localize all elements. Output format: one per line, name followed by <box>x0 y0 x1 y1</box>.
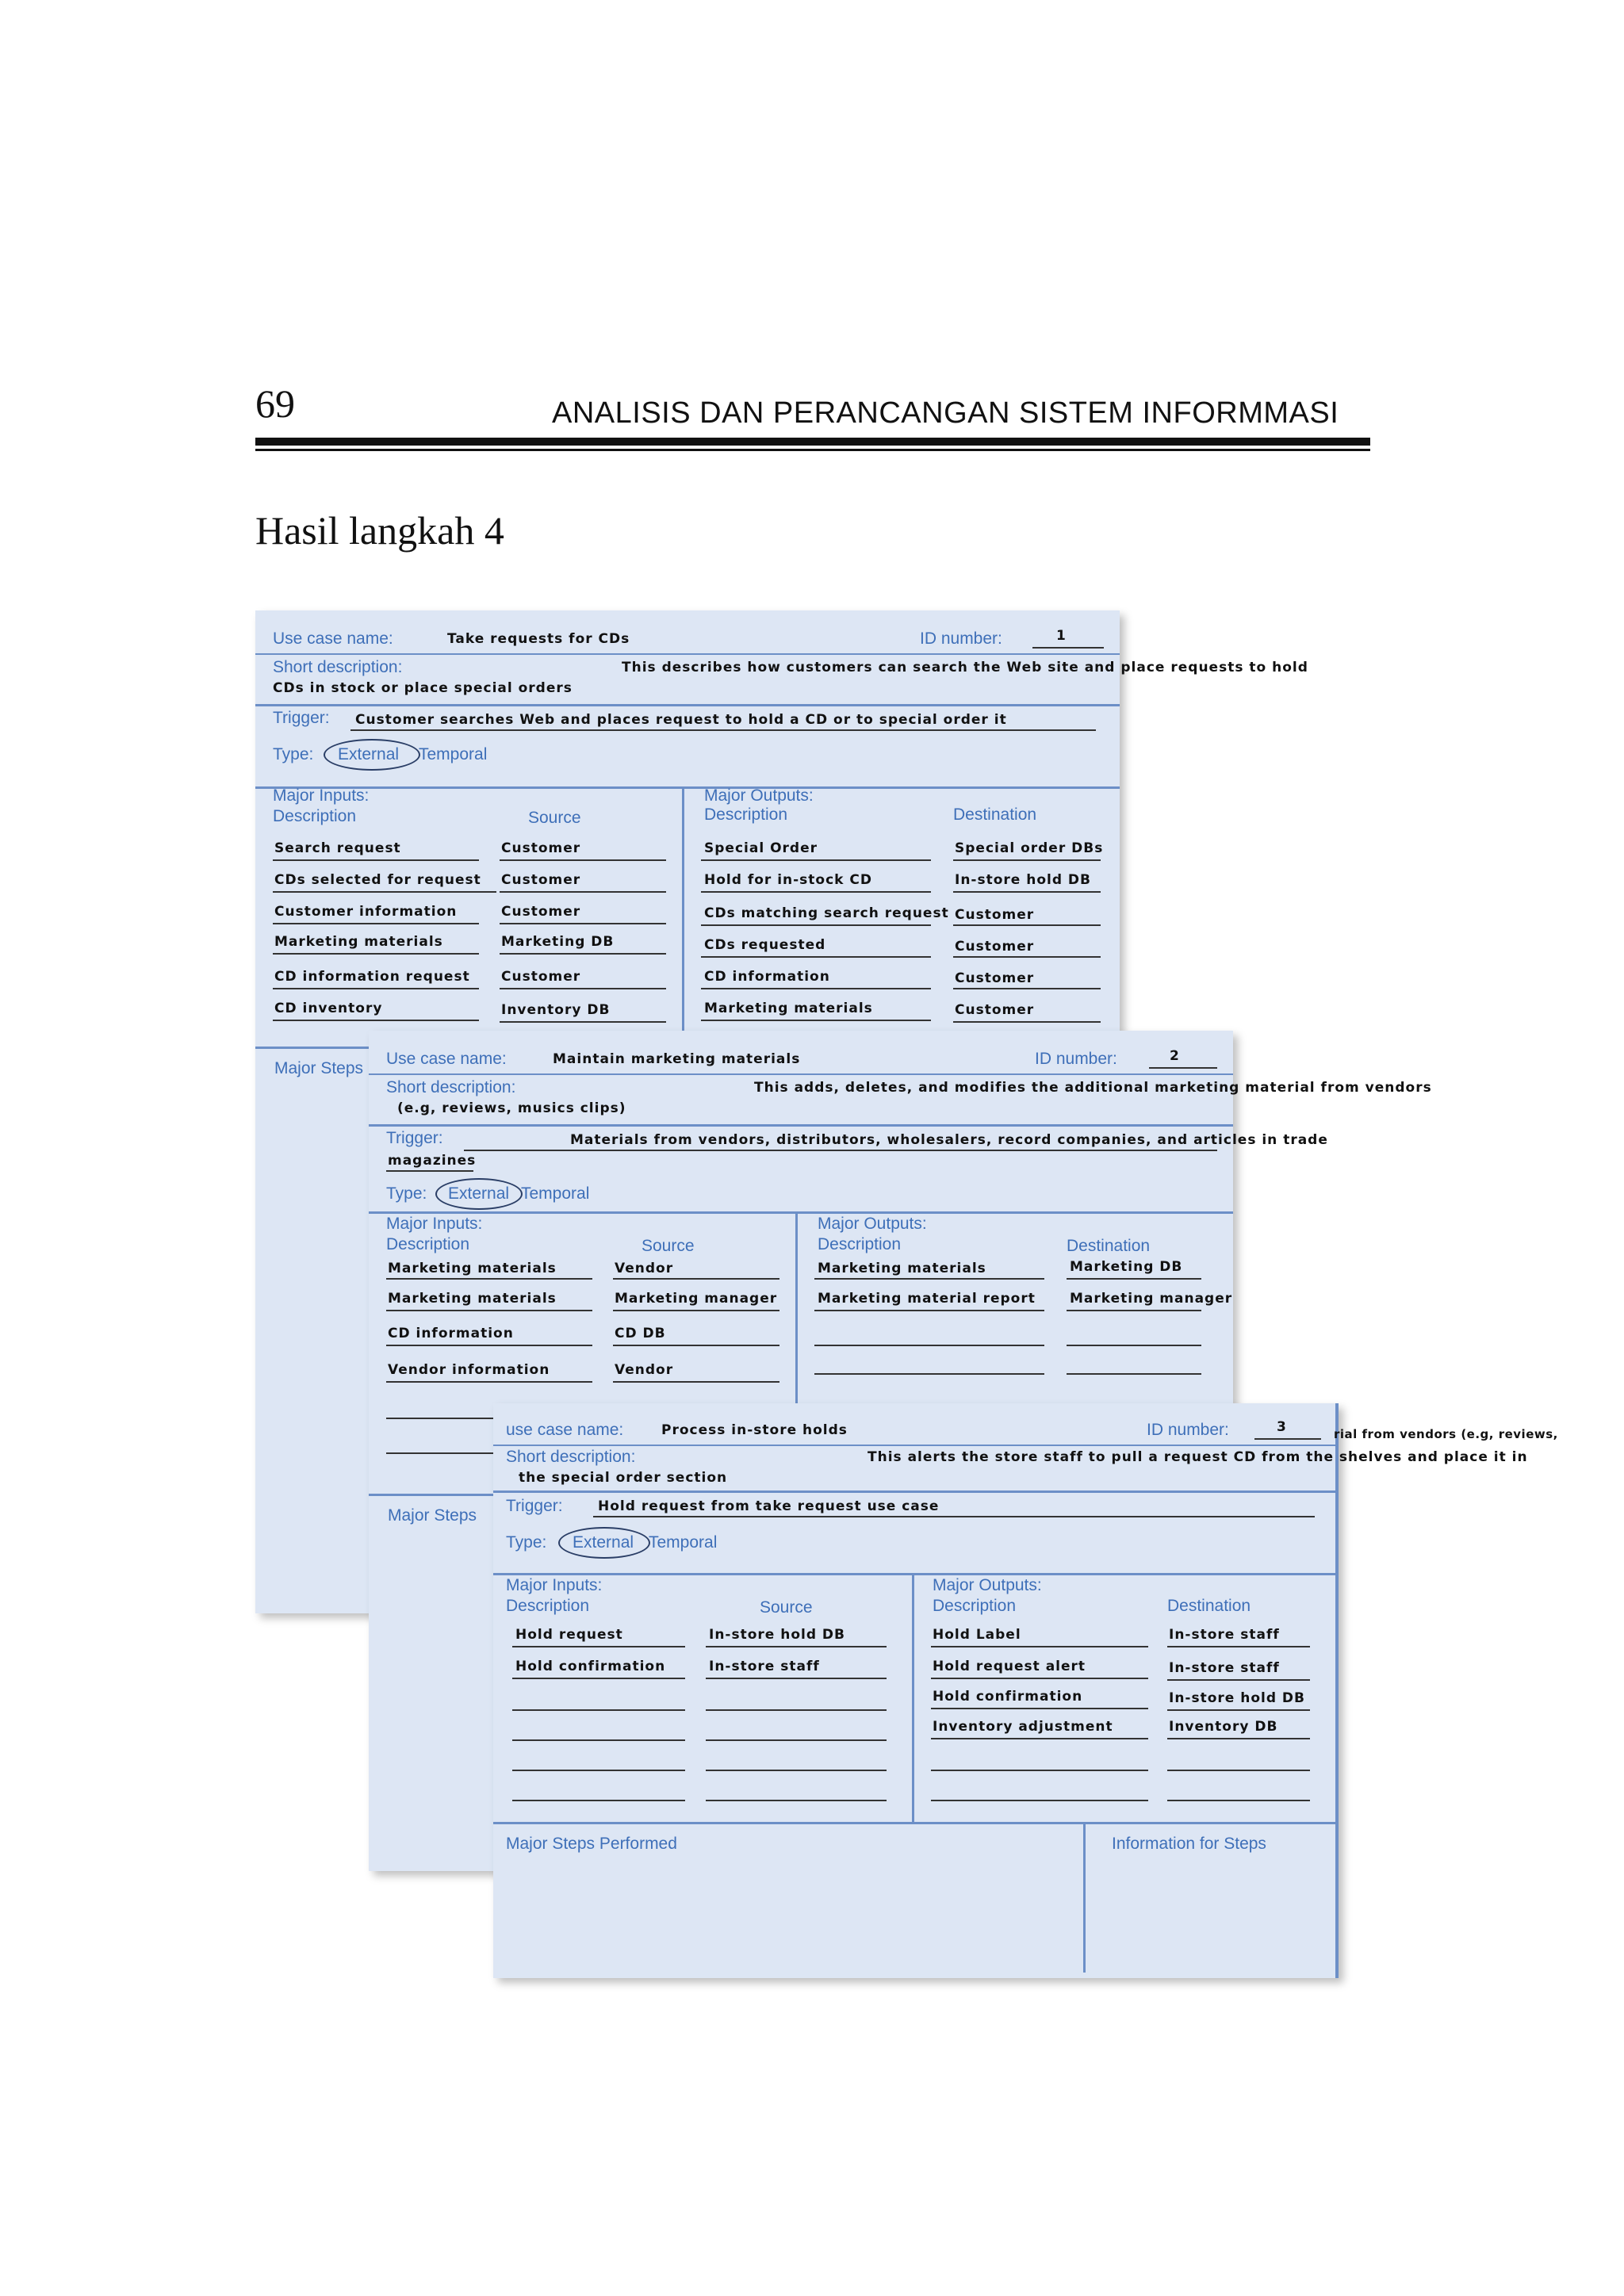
form1-input-source: Customer <box>501 969 581 985</box>
form1-major-steps-label: Major Steps <box>274 1059 364 1077</box>
form3-input-source: In-store hold DB <box>709 1627 846 1643</box>
form2-input-desc-line <box>386 1381 592 1383</box>
form3-outputs-label: Major Outputs: <box>933 1576 1042 1594</box>
form3-steps-performed-label: Major Steps Performed <box>506 1835 677 1853</box>
form1-trigger-value: Customer searches Web and places request to hold a CD or to special order it <box>355 712 1007 728</box>
form1-output-desc: CDs requested <box>704 937 826 953</box>
form3-outputs-dest-header: Destination <box>1167 1597 1251 1615</box>
form2-output-desc: Marketing materials <box>818 1261 986 1276</box>
form2-id-value: 2 <box>1170 1048 1180 1064</box>
form3-input-empty-line <box>706 1709 887 1711</box>
form1-output-desc: CDs matching search request <box>704 905 949 921</box>
form3-input-empty-line <box>512 1800 685 1801</box>
form3-output-desc: Hold Label <box>933 1627 1021 1643</box>
form3-output-desc: Hold request alert <box>933 1659 1086 1674</box>
form2-name-value: Maintain marketing materials <box>553 1051 801 1067</box>
form3-inputs-label: Major Inputs: <box>506 1576 603 1594</box>
form2-input-desc: Vendor information <box>388 1362 550 1378</box>
form2-outputs-desc-header: Description <box>818 1235 902 1253</box>
form1-input-source-line <box>500 988 666 989</box>
form1-input-source: Customer <box>501 872 581 888</box>
form2-input-desc-line <box>386 1278 592 1280</box>
form1-inputs-source-header: Source <box>528 809 581 827</box>
form1-id-underline <box>1032 647 1104 649</box>
form1-output-dest: Customer <box>955 939 1035 955</box>
form2-output-dest-line <box>1067 1278 1201 1280</box>
form1-input-desc: Customer information <box>274 904 458 920</box>
form1-input-desc: Marketing materials <box>274 934 443 950</box>
header-rule-thin <box>255 449 1370 451</box>
form1-output-desc-line <box>701 956 931 958</box>
section-title: Hasil langkah 4 <box>255 508 504 553</box>
form1-input-source: Marketing DB <box>501 934 615 950</box>
form3-output-desc: Inventory adjustment <box>933 1719 1113 1735</box>
form2-trigger-line1: Materials from vendors, distributors, wholesalers, record companies, and articles in trade <box>570 1132 1328 1148</box>
form1-type-label: Type: <box>273 745 314 763</box>
form1-id-label: ID number: <box>920 629 1002 648</box>
form3-right-edge <box>1335 1403 1339 1978</box>
form1-output-dest: Customer <box>955 970 1035 986</box>
form3-output-dest-line <box>1167 1709 1310 1711</box>
form1-inputs-label: Major Inputs: <box>273 786 370 805</box>
form1-io-column-divider <box>682 786 684 1048</box>
form3-input-source: In-store staff <box>709 1659 820 1674</box>
form2-inputs-label: Major Inputs: <box>386 1215 483 1233</box>
form1-trigger-underline <box>350 729 1096 731</box>
form3-desc-line1: This alerts the store staff to pull a request CD from the shelves and place it in <box>868 1449 1528 1465</box>
form1-output-dest-line <box>953 891 1101 893</box>
form1-type-external: External <box>338 745 400 763</box>
form1-external-circle <box>324 739 420 771</box>
form3-io-divider <box>493 1822 1339 1824</box>
form1-input-desc-line <box>273 1020 479 1021</box>
form1-output-desc-line <box>701 859 931 861</box>
form1-trigger-label: Trigger: <box>273 709 330 727</box>
form1-desc-divider <box>255 704 1120 706</box>
form2-input-desc: Marketing materials <box>388 1261 557 1276</box>
form3-type-temporal: Temporal <box>649 1533 718 1552</box>
form1-id-value: 1 <box>1056 628 1067 644</box>
form3-input-empty-line <box>706 1739 887 1741</box>
form2-input-source: Vendor <box>615 1261 674 1276</box>
form3-inputs-desc-header: Description <box>506 1597 590 1615</box>
form2-name-label: Use case name: <box>386 1050 507 1068</box>
form2-input-source-line <box>613 1278 779 1280</box>
form1-input-desc-line <box>273 988 479 989</box>
form2-output-empty-line <box>1067 1373 1201 1375</box>
form3-output-dest: In-store staff <box>1169 1660 1280 1676</box>
form2-input-desc-line <box>386 1345 592 1346</box>
form1-desc-line1: This describes how customers can search the Web site and place requests to hold <box>622 660 1308 675</box>
form2-trigger-label: Trigger: <box>386 1129 443 1147</box>
form3-external-circle <box>558 1527 650 1559</box>
form2-input-empty-line <box>386 1418 497 1419</box>
form3-header-divider <box>493 1445 1339 1446</box>
form1-output-desc-line <box>701 1020 931 1021</box>
form1-input-source-line <box>500 923 666 924</box>
form3-type-divider <box>493 1573 1339 1575</box>
form3-name-value: Process in-store holds <box>661 1422 848 1438</box>
form3-output-desc: Hold confirmation <box>933 1689 1083 1705</box>
form1-input-desc-line <box>273 923 479 924</box>
form2-type-external: External <box>448 1184 510 1203</box>
form3-id-underline <box>1254 1438 1321 1440</box>
form3-desc-divider <box>493 1490 1339 1493</box>
form1-input-desc: CD information request <box>274 969 470 985</box>
form3-id-label: ID number: <box>1147 1421 1229 1439</box>
form2-trigger-underline-2 <box>386 1170 473 1172</box>
form3-output-desc-line <box>931 1708 1148 1709</box>
form1-input-source: Customer <box>501 904 581 920</box>
form1-output-dest: In-store hold DB <box>955 872 1092 888</box>
form1-output-dest-line <box>953 956 1101 958</box>
form1-output-desc: Special Order <box>704 840 818 856</box>
form3-output-empty-line <box>931 1770 1148 1771</box>
form3-input-source-line <box>706 1646 887 1647</box>
form3-input-source-line <box>706 1678 887 1679</box>
form2-output-dest: Marketing manager <box>1070 1291 1233 1307</box>
form2-input-source: CD DB <box>615 1326 666 1341</box>
form1-output-dest: Customer <box>955 1002 1035 1018</box>
form2-input-desc: CD information <box>388 1326 514 1341</box>
form1-inputs-desc-header: Description <box>273 807 357 825</box>
form3-type-label: Type: <box>506 1533 547 1552</box>
form2-external-circle <box>435 1178 523 1210</box>
form1-name-value: Take requests for CDs <box>447 631 630 647</box>
form2-outputs-dest-header: Destination <box>1067 1237 1151 1255</box>
form1-input-source: Inventory DB <box>501 1002 611 1018</box>
form2-desc-line2: (e.g, reviews, musics clips) <box>397 1100 626 1116</box>
form2-inputs-source-header: Source <box>642 1237 695 1255</box>
form3-input-desc: Hold confirmation <box>515 1659 666 1674</box>
form1-desc-line2: CDs in stock or place special orders <box>273 680 573 696</box>
form1-output-dest: Customer <box>955 907 1035 923</box>
form3-output-dest: In-store hold DB <box>1169 1690 1306 1706</box>
form2-outputs-label: Major Outputs: <box>818 1215 927 1233</box>
form3-output-dest-line <box>1167 1738 1310 1739</box>
form1-input-source: Customer <box>501 840 581 856</box>
form2-input-source-line <box>613 1310 779 1311</box>
form2-id-label: ID number: <box>1035 1050 1117 1068</box>
form1-output-desc-line <box>701 924 931 926</box>
form1-outputs-label: Major Outputs: <box>704 786 814 805</box>
form1-output-dest: Special order DBs <box>955 840 1104 856</box>
form2-input-source-line <box>613 1345 779 1346</box>
form2-output-dest: Marketing DB <box>1070 1259 1183 1275</box>
form2-output-desc-line <box>814 1310 1044 1311</box>
form1-input-desc-line <box>273 859 479 861</box>
form3-desc-label: Short description: <box>506 1448 636 1466</box>
form1-outputs-desc-header: Description <box>704 806 788 824</box>
form3-input-empty-line <box>512 1709 685 1711</box>
form2-type-temporal: Temporal <box>521 1184 590 1203</box>
form1-output-dest-line <box>953 1021 1101 1023</box>
form1-output-desc: Hold for in-stock CD <box>704 872 872 888</box>
page-number: 69 <box>255 381 295 426</box>
form3-output-empty-line <box>1167 1770 1310 1771</box>
form1-type-temporal: Temporal <box>419 745 488 763</box>
form3-trigger-underline <box>593 1516 1315 1517</box>
form2-output-empty-line <box>1067 1345 1201 1346</box>
form3-trigger-value: Hold request from take request use case <box>598 1498 940 1514</box>
form2-id-underline <box>1149 1067 1217 1069</box>
form2-input-source-line <box>613 1381 779 1383</box>
form3-output-empty-line <box>1167 1800 1310 1801</box>
form1-input-source-line <box>500 891 666 893</box>
form1-desc-label: Short description: <box>273 658 403 676</box>
form1-input-desc-line <box>273 891 496 893</box>
form3-io-column-divider <box>912 1573 914 1823</box>
form3-input-desc-line <box>512 1646 685 1647</box>
form1-output-dest-line <box>953 924 1101 926</box>
form3-input-empty-line <box>512 1739 685 1741</box>
form1-input-desc: Search request <box>274 840 401 856</box>
form3-steps-column-divider <box>1083 1822 1086 1973</box>
form2-output-empty-line <box>814 1345 1044 1346</box>
header-rule-thick <box>255 438 1370 446</box>
form2-major-steps-label: Major Steps <box>388 1506 477 1525</box>
form1-output-dest-line <box>953 859 1101 861</box>
form1-output-desc-line <box>701 988 931 989</box>
form3-type-external: External <box>573 1533 634 1552</box>
form2-description-overflow: rial from vendors (e.g, reviews, <box>1334 1427 1558 1441</box>
form1-input-source-line <box>500 1021 666 1023</box>
form3-input-desc-line <box>512 1678 685 1679</box>
form1-type-divider <box>255 786 1120 789</box>
form2-desc-divider <box>369 1124 1233 1127</box>
form3-outputs-desc-header: Description <box>933 1597 1017 1615</box>
form1-input-source-line <box>500 859 666 861</box>
form3-trigger-label: Trigger: <box>506 1497 563 1515</box>
form2-type-divider <box>369 1211 1233 1214</box>
form2-desc-line1: This adds, deletes, and modifies the additional marketing material from vendors <box>754 1080 1432 1096</box>
form2-output-desc: Marketing material report <box>818 1291 1036 1307</box>
form2-output-empty-line <box>814 1373 1044 1375</box>
form2-input-desc: Marketing materials <box>388 1291 557 1307</box>
form3-output-desc-line <box>931 1646 1148 1647</box>
form3-output-dest-line <box>1167 1679 1310 1681</box>
form1-output-desc: Marketing materials <box>704 1001 873 1016</box>
form3-inputs-source-header: Source <box>760 1598 813 1617</box>
form3-output-dest-line <box>1167 1646 1310 1647</box>
form3-desc-line2: the special order section <box>519 1470 728 1486</box>
form3-output-empty-line <box>931 1800 1148 1801</box>
form2-input-desc-line <box>386 1310 592 1311</box>
running-title: ANALISIS DAN PERANCANGAN SISTEM INFORMMASI <box>552 396 1339 430</box>
form1-header-divider <box>255 653 1120 655</box>
form3-info-for-steps-label: Information for Steps <box>1112 1835 1266 1853</box>
form1-name-label: Use case name: <box>273 629 393 648</box>
form3-output-desc-line <box>931 1738 1148 1739</box>
form1-input-desc-line <box>273 953 479 955</box>
form2-header-divider <box>369 1073 1233 1075</box>
form2-trigger-underline <box>464 1150 1217 1151</box>
form3-input-empty-line <box>512 1770 685 1771</box>
form2-inputs-desc-header: Description <box>386 1235 470 1253</box>
form1-outputs-dest-header: Destination <box>953 806 1037 824</box>
form3-id-value: 3 <box>1277 1419 1287 1435</box>
form3-input-empty-line <box>706 1770 887 1771</box>
form2-input-empty-line <box>386 1452 497 1454</box>
form2-trigger-line2: magazines <box>388 1153 477 1169</box>
form2-input-source: Vendor <box>615 1362 674 1378</box>
form1-input-desc: CDs selected for request <box>274 872 481 888</box>
form1-output-dest-line <box>953 988 1101 989</box>
form3-input-empty-line <box>706 1800 887 1801</box>
form1-input-desc: CD inventory <box>274 1001 383 1016</box>
form2-desc-label: Short description: <box>386 1078 516 1096</box>
form3-output-desc-line <box>931 1678 1148 1679</box>
form3-input-desc: Hold request <box>515 1627 623 1643</box>
form1-input-source-line <box>500 953 666 955</box>
form2-type-label: Type: <box>386 1184 427 1203</box>
form3-output-dest: Inventory DB <box>1169 1719 1278 1735</box>
form2-input-source: Marketing manager <box>615 1291 778 1307</box>
form2-output-desc-line <box>814 1278 1044 1280</box>
form1-output-desc: CD information <box>704 969 830 985</box>
form3-name-label: use case name: <box>506 1421 624 1439</box>
form1-output-desc-line <box>701 891 931 893</box>
form3-output-dest: In-store staff <box>1169 1627 1280 1643</box>
form2-output-dest-line <box>1067 1310 1201 1311</box>
